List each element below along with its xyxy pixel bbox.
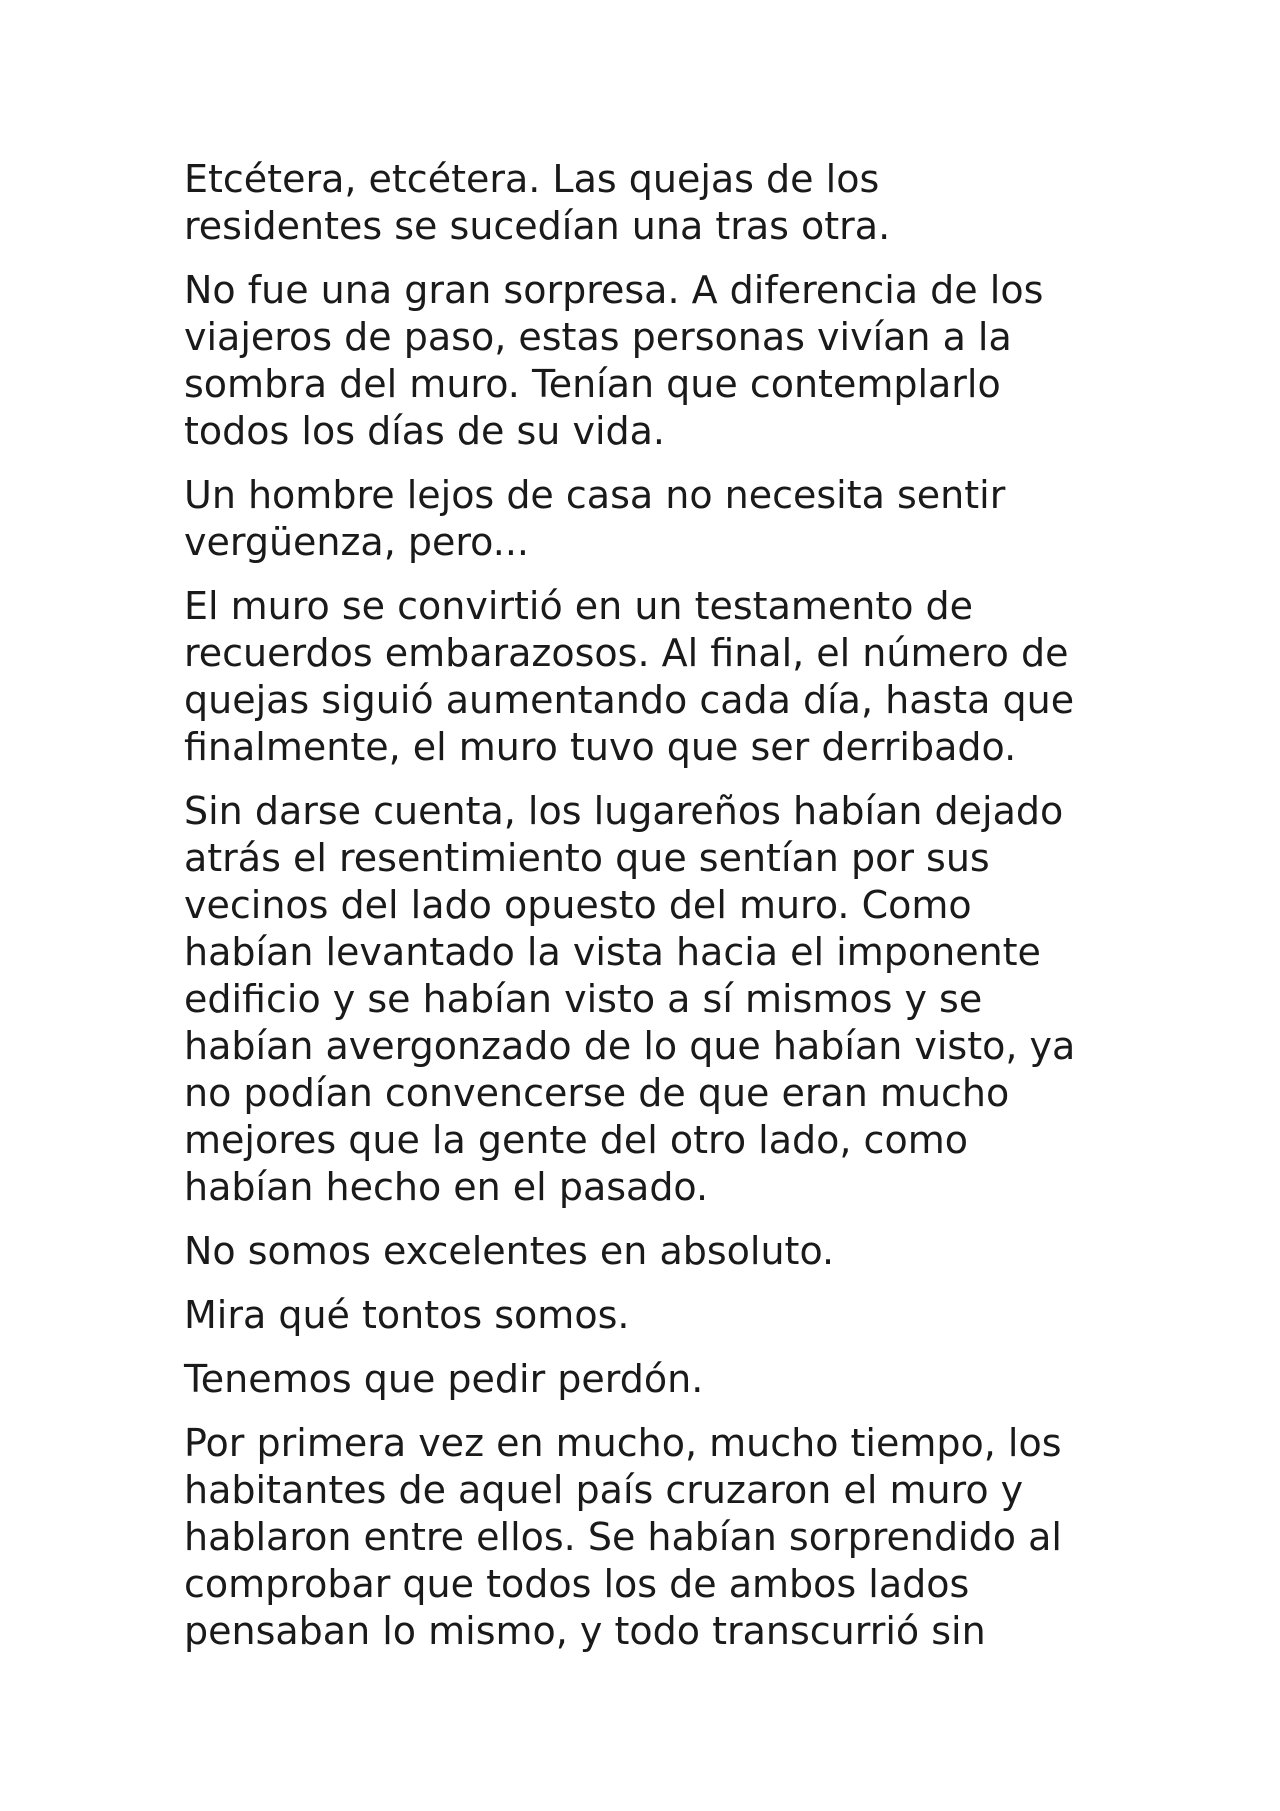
paragraph-7 (184, 1292, 1184, 1339)
text-line: residentes se sucedían una tras otra. (184, 204, 891, 248)
text-line: habitantes de aquel país cruzaron el muro y (184, 1468, 1024, 1512)
text-line: habían hecho en el pasado. (184, 1165, 709, 1209)
document-body (184, 156, 1184, 1672)
text-line: Etcétera, etcétera. Las quejas de los (184, 157, 880, 201)
text-line: recuerdos embarazosos. Al final, el número de (184, 631, 1069, 675)
text-line: atrás el resentimiento que sentían por sus (184, 836, 990, 880)
text-line: Mira qué tontos somos. (184, 1293, 630, 1337)
paragraph-4 (184, 583, 1184, 771)
text-line: hablaron entre ellos. Se habían sorprendido al (184, 1515, 1062, 1559)
text-line: pensaban lo mismo, y todo transcurrió sin (184, 1609, 986, 1653)
paragraph-9 (184, 1420, 1184, 1655)
text-line: Tenemos que pedir perdón. (184, 1357, 704, 1401)
paragraph-1 (184, 156, 1184, 250)
text-line: No somos excelentes en absoluto. (184, 1229, 835, 1273)
text-line: todos los días de su vida. (184, 409, 665, 453)
text-line: sombra del muro. Tenían que contemplarlo (184, 362, 1001, 406)
text-line: quejas siguió aumentando cada día, hasta que (184, 678, 1075, 722)
text-line: edificio y se habían visto a sí mismos y se (184, 977, 983, 1021)
paragraph-8 (184, 1356, 1184, 1403)
text-line: vecinos del lado opuesto del muro. Como (184, 883, 972, 927)
text-line: viajeros de paso, estas personas vivían a la (184, 315, 1012, 359)
text-line: habían levantado la vista hacia el imponente (184, 930, 1041, 974)
text-line: No fue una gran sorpresa. A diferencia de los (184, 268, 1044, 312)
text-line: Por primera vez en mucho, mucho tiempo, los (184, 1421, 1062, 1465)
text-line: vergüenza, pero... (184, 520, 529, 564)
paragraph-3 (184, 472, 1184, 566)
text-line: El muro se convirtió en un testamento de (184, 584, 974, 628)
paragraph-5 (184, 788, 1184, 1211)
text-line: finalmente, el muro tuvo que ser derribado. (184, 725, 1017, 769)
paragraph-6 (184, 1228, 1184, 1275)
text-line: comprobar que todos los de ambos lados (184, 1562, 970, 1606)
paragraph-2 (184, 267, 1184, 455)
text-line: Sin darse cuenta, los lugareños habían dejado (184, 789, 1064, 833)
text-line: no podían convencerse de que eran mucho (184, 1071, 1010, 1115)
text-line: mejores que la gente del otro lado, como (184, 1118, 968, 1162)
text-line: Un hombre lejos de casa no necesita sentir (184, 473, 1006, 517)
text-line: habían avergonzado de lo que habían visto, ya (184, 1024, 1076, 1068)
